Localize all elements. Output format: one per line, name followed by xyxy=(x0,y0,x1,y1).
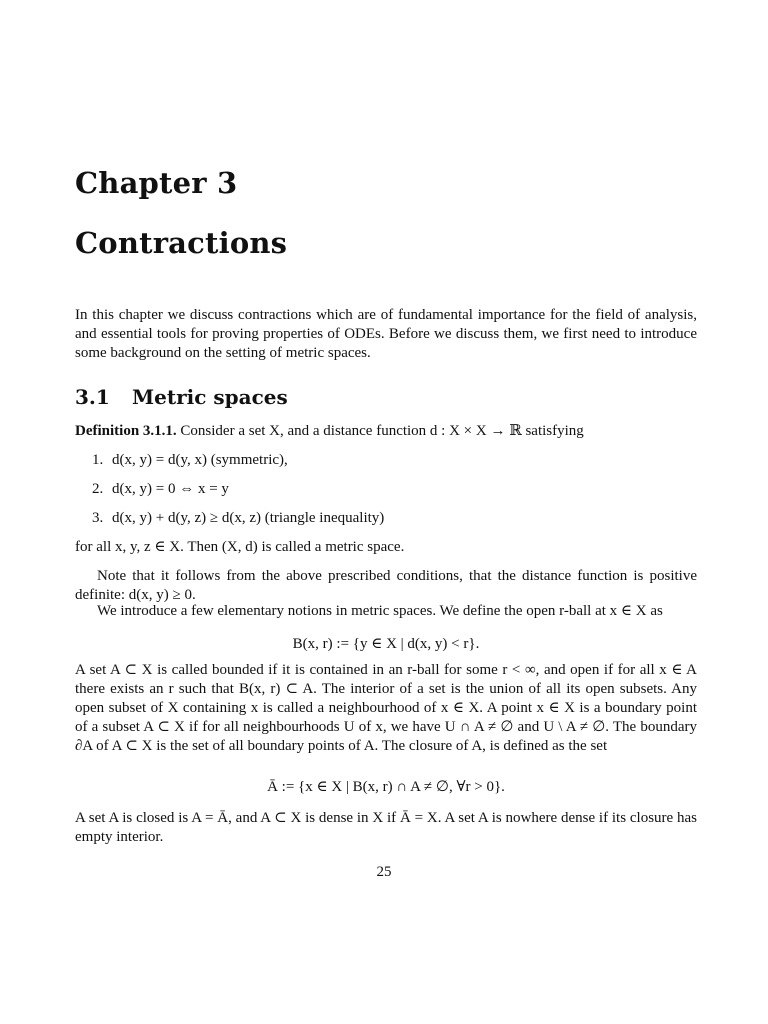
equation-closure: Ā := {x ∈ X | B(x, r) ∩ A ≠ ∅, ∀r > 0}. xyxy=(267,779,505,795)
sets-paragraph: A set A ⊂ X is called bounded if it is contained in an r-ball for some r < ∞, and open if for all x ∈ A there exists an r such that B(x, r) ⊂ A. The interior of a set is the union of all its open subsets. Any open subset of X containing x is called a neighbourhood of x ∈ X. A point x ∈ X is a boundary point of a subset A ⊂ X if for all neighbourhoods U of x, we have U ∩ A ≠ ∅ and U \ A ≠ ∅. The boundary ∂A of A ⊂ X is the set of all boundary points of A. The closure of A, is defined as the set xyxy=(75,662,697,754)
definition-item xyxy=(92,509,384,528)
item-text: d(x, y) + d(y, z) ≥ d(x, z) (triangle inequality) xyxy=(112,510,385,526)
note-paragraph: Note that it follows from the above prescribed conditions, that the distance function is positive definite: d(x, y) ≥ 0. xyxy=(75,568,697,603)
definition-item xyxy=(92,480,229,499)
equation-open-ball: B(x, r) := {y ∈ X | d(x, y) < r}. xyxy=(292,636,480,652)
item-text: d(x, y) = d(y, x) (symmetric), xyxy=(112,452,288,468)
chapter-title: Contractions xyxy=(75,226,288,260)
closed-paragraph: A set A is closed is A = Ā, and A ⊂ X is dense in X if Ā = X. A set A is nowhere dense if its closure has empty interior. xyxy=(75,810,697,845)
definition-label: Definition 3.1.1. xyxy=(75,423,177,439)
section-heading xyxy=(75,385,288,409)
section-number: 3.1 xyxy=(75,385,110,409)
page-number: 25 xyxy=(376,864,392,880)
section-title: Metric spaces xyxy=(132,385,288,409)
item-number: 1. xyxy=(92,452,104,468)
definition-conclusion: for all x, y, z ∈ X. Then (X, d) is called a metric space. xyxy=(75,539,405,555)
intro-paragraph: In this chapter we discuss contractions which are of fundamental importance for the field of analysis, and essential tools for proving properties of ODEs. Before we discuss them, we first need to introduce some background on the setting of metric spaces. xyxy=(75,307,697,361)
introduce-paragraph: We introduce a few elementary notions in metric spaces. We define the open r-ball at x ∈ X as xyxy=(97,603,663,619)
item-number: 3. xyxy=(92,510,104,526)
item-text: d(x, y) = 0 ⇔ x = y xyxy=(112,481,229,497)
definition-item xyxy=(92,451,288,470)
definition-text: Consider a set X, and a distance function d : X × X → ℝ satisfying xyxy=(180,423,584,439)
chapter-label: Chapter 3 xyxy=(75,166,238,200)
definition-statement xyxy=(75,422,697,441)
item-number: 2. xyxy=(92,481,104,497)
